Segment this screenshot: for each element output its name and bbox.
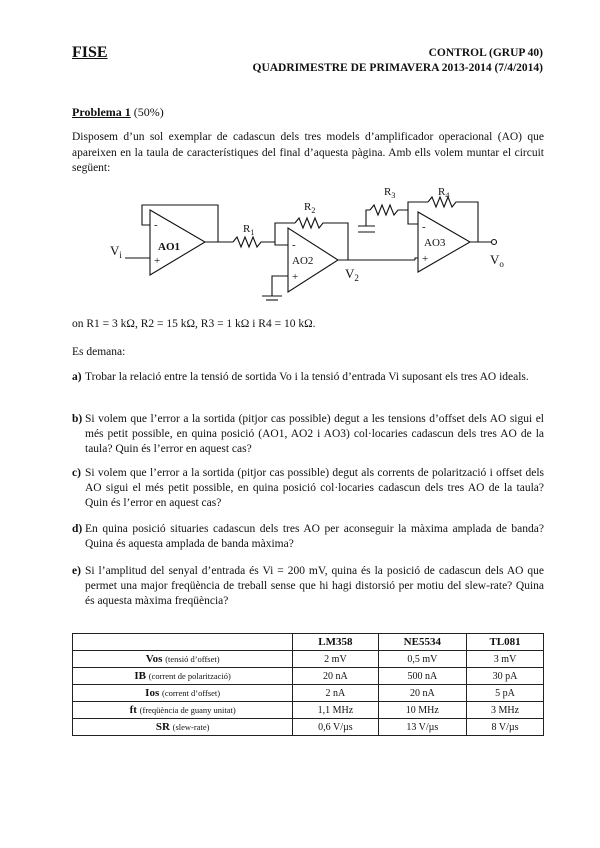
question-text: Si volem que l’error a la sortida (pitjor cas possible) degut a les tensions d’offset dels AO sigui el més petit possible, en quina posició (AO1, AO2 i AO3) col·locaries cadascun dels tres AO de la taula? Quin és l’error en aquest cas? (85, 413, 544, 455)
ao3-plus: + (422, 253, 429, 265)
table-cell: 10 MHz (378, 702, 467, 719)
ao1-plus: + (154, 255, 161, 267)
table-cell: 2 nA (293, 685, 378, 702)
table-cell: 20 nA (293, 668, 378, 685)
ao1-label: AO1 (158, 241, 180, 253)
table-cell: 5 pA (467, 685, 544, 702)
table-cell: 20 nA (378, 685, 467, 702)
circuit-diagram (100, 180, 520, 305)
param-name: ft (freqüència de guany unitat) (73, 702, 293, 719)
ao2-label: AO2 (292, 255, 314, 267)
table-row (73, 668, 544, 685)
r3-label: $R_3$ (384, 186, 396, 200)
param-name: Vos (tensió d’offset) (73, 651, 293, 668)
param-name: IB (corrent de polarització) (73, 668, 293, 685)
r2-label: $R_2$ (304, 201, 316, 215)
problem-weight: (50%) (133, 105, 164, 119)
vo-label: $V_o$ (490, 252, 504, 269)
table-cell: 0,5 mV (378, 651, 467, 668)
table-row (73, 685, 544, 702)
r1-resistor (233, 237, 288, 247)
resistor-values: on R1 = 3 kΩ, R2 = 15 kΩ, R3 = 1 kΩ i R4 = 10 kΩ. (72, 318, 316, 330)
param-name: Ios (corrent d’offset) (73, 685, 293, 702)
question-label: a) (72, 371, 82, 383)
table-cell: 0,6 V/µs (293, 719, 378, 736)
table-cell: 13 V/µs (378, 719, 467, 736)
table-header-cell: NE5534 (378, 634, 467, 651)
table-header-cell: LM358 (293, 634, 378, 651)
table-cell: 30 pA (467, 668, 544, 685)
question-label: b) (72, 413, 83, 425)
exam-title: CONTROL (GRUP 40) (428, 47, 543, 59)
table-cell: 3 mV (467, 651, 544, 668)
table-row (73, 719, 544, 736)
question-e (72, 564, 544, 609)
exam-header (253, 46, 544, 76)
r4-label: $R_4$ (438, 186, 450, 200)
question-text: En quina posició situaries cadascun dels tres AO per aconseguir la màxima amplada de banda? Quina és aquesta amplada de banda màxima? (85, 523, 544, 550)
question-label: d) (72, 523, 83, 535)
course-code: FISE (72, 44, 108, 61)
problem-title (72, 105, 164, 120)
asks-heading: Es demana: (72, 346, 126, 358)
v2-label: $V_2$ (345, 266, 359, 283)
table-header-cell (73, 634, 293, 651)
opamp-parameters-table (72, 633, 544, 736)
table-cell: 500 nA (378, 668, 467, 685)
question-d (72, 522, 544, 552)
table-cell: 1,1 MHz (293, 702, 378, 719)
question-text: Si volem que l’error a la sortida (pitjor cas possible) degut als corrents de polarització i offset dels AO sigui el més petit possible, en quina posició col·locaries cadascun dels tres AO de la taula? Quin és l’error en aquest cas? (85, 467, 544, 509)
table-cell: 3 MHz (467, 702, 544, 719)
problem-name: Problema 1 (72, 105, 131, 119)
ao3-minus: - (422, 221, 426, 233)
vi-label: $V_i$ (110, 243, 122, 260)
param-name: SR (slew-rate) (73, 719, 293, 736)
table-header-cell: TL081 (467, 634, 544, 651)
table-header-row (73, 634, 544, 651)
problem-intro: Disposem d’un sol exemplar de cadascun dels tres models d’amplificador operacional (AO) que apareixen en la taula de característiques del final d’aquesta pàgina. Amb ells volem muntar el circuit següent: (72, 131, 544, 174)
question-c (72, 466, 544, 511)
question-b (72, 412, 544, 457)
question-text: Si l’amplitud del senyal d’entrada és Vi = 200 mV, quina és la posició de cadascun dels AO que permet una major freqüència de treball sense que hi hagi distorsió per motiu del slew-rate? Quina és aquesta màxima freqüència? (85, 565, 544, 607)
table-row (73, 651, 544, 668)
r4-resistor (428, 197, 478, 242)
question-a (72, 370, 544, 385)
question-label: c) (72, 467, 81, 479)
r1-label: $R_1$ (243, 223, 255, 237)
exam-term: QUADRIMESTRE DE PRIMAVERA 2013-2014 (7/4/2014) (252, 62, 543, 74)
table-row (73, 702, 544, 719)
table-cell: 8 V/µs (467, 719, 544, 736)
r3-resistor (370, 205, 418, 224)
ao2-plus: + (292, 271, 299, 283)
r2-resistor (295, 218, 348, 260)
question-text: Trobar la relació entre la tensió de sortida Vo i la tensió d’entrada Vi suposant els tres AO ideals. (85, 371, 529, 383)
ao3-label: AO3 (424, 237, 446, 249)
ao2-minus: - (292, 239, 296, 251)
table-cell: 2 mV (293, 651, 378, 668)
ao1-minus: - (154, 219, 158, 231)
question-label: e) (72, 565, 81, 577)
